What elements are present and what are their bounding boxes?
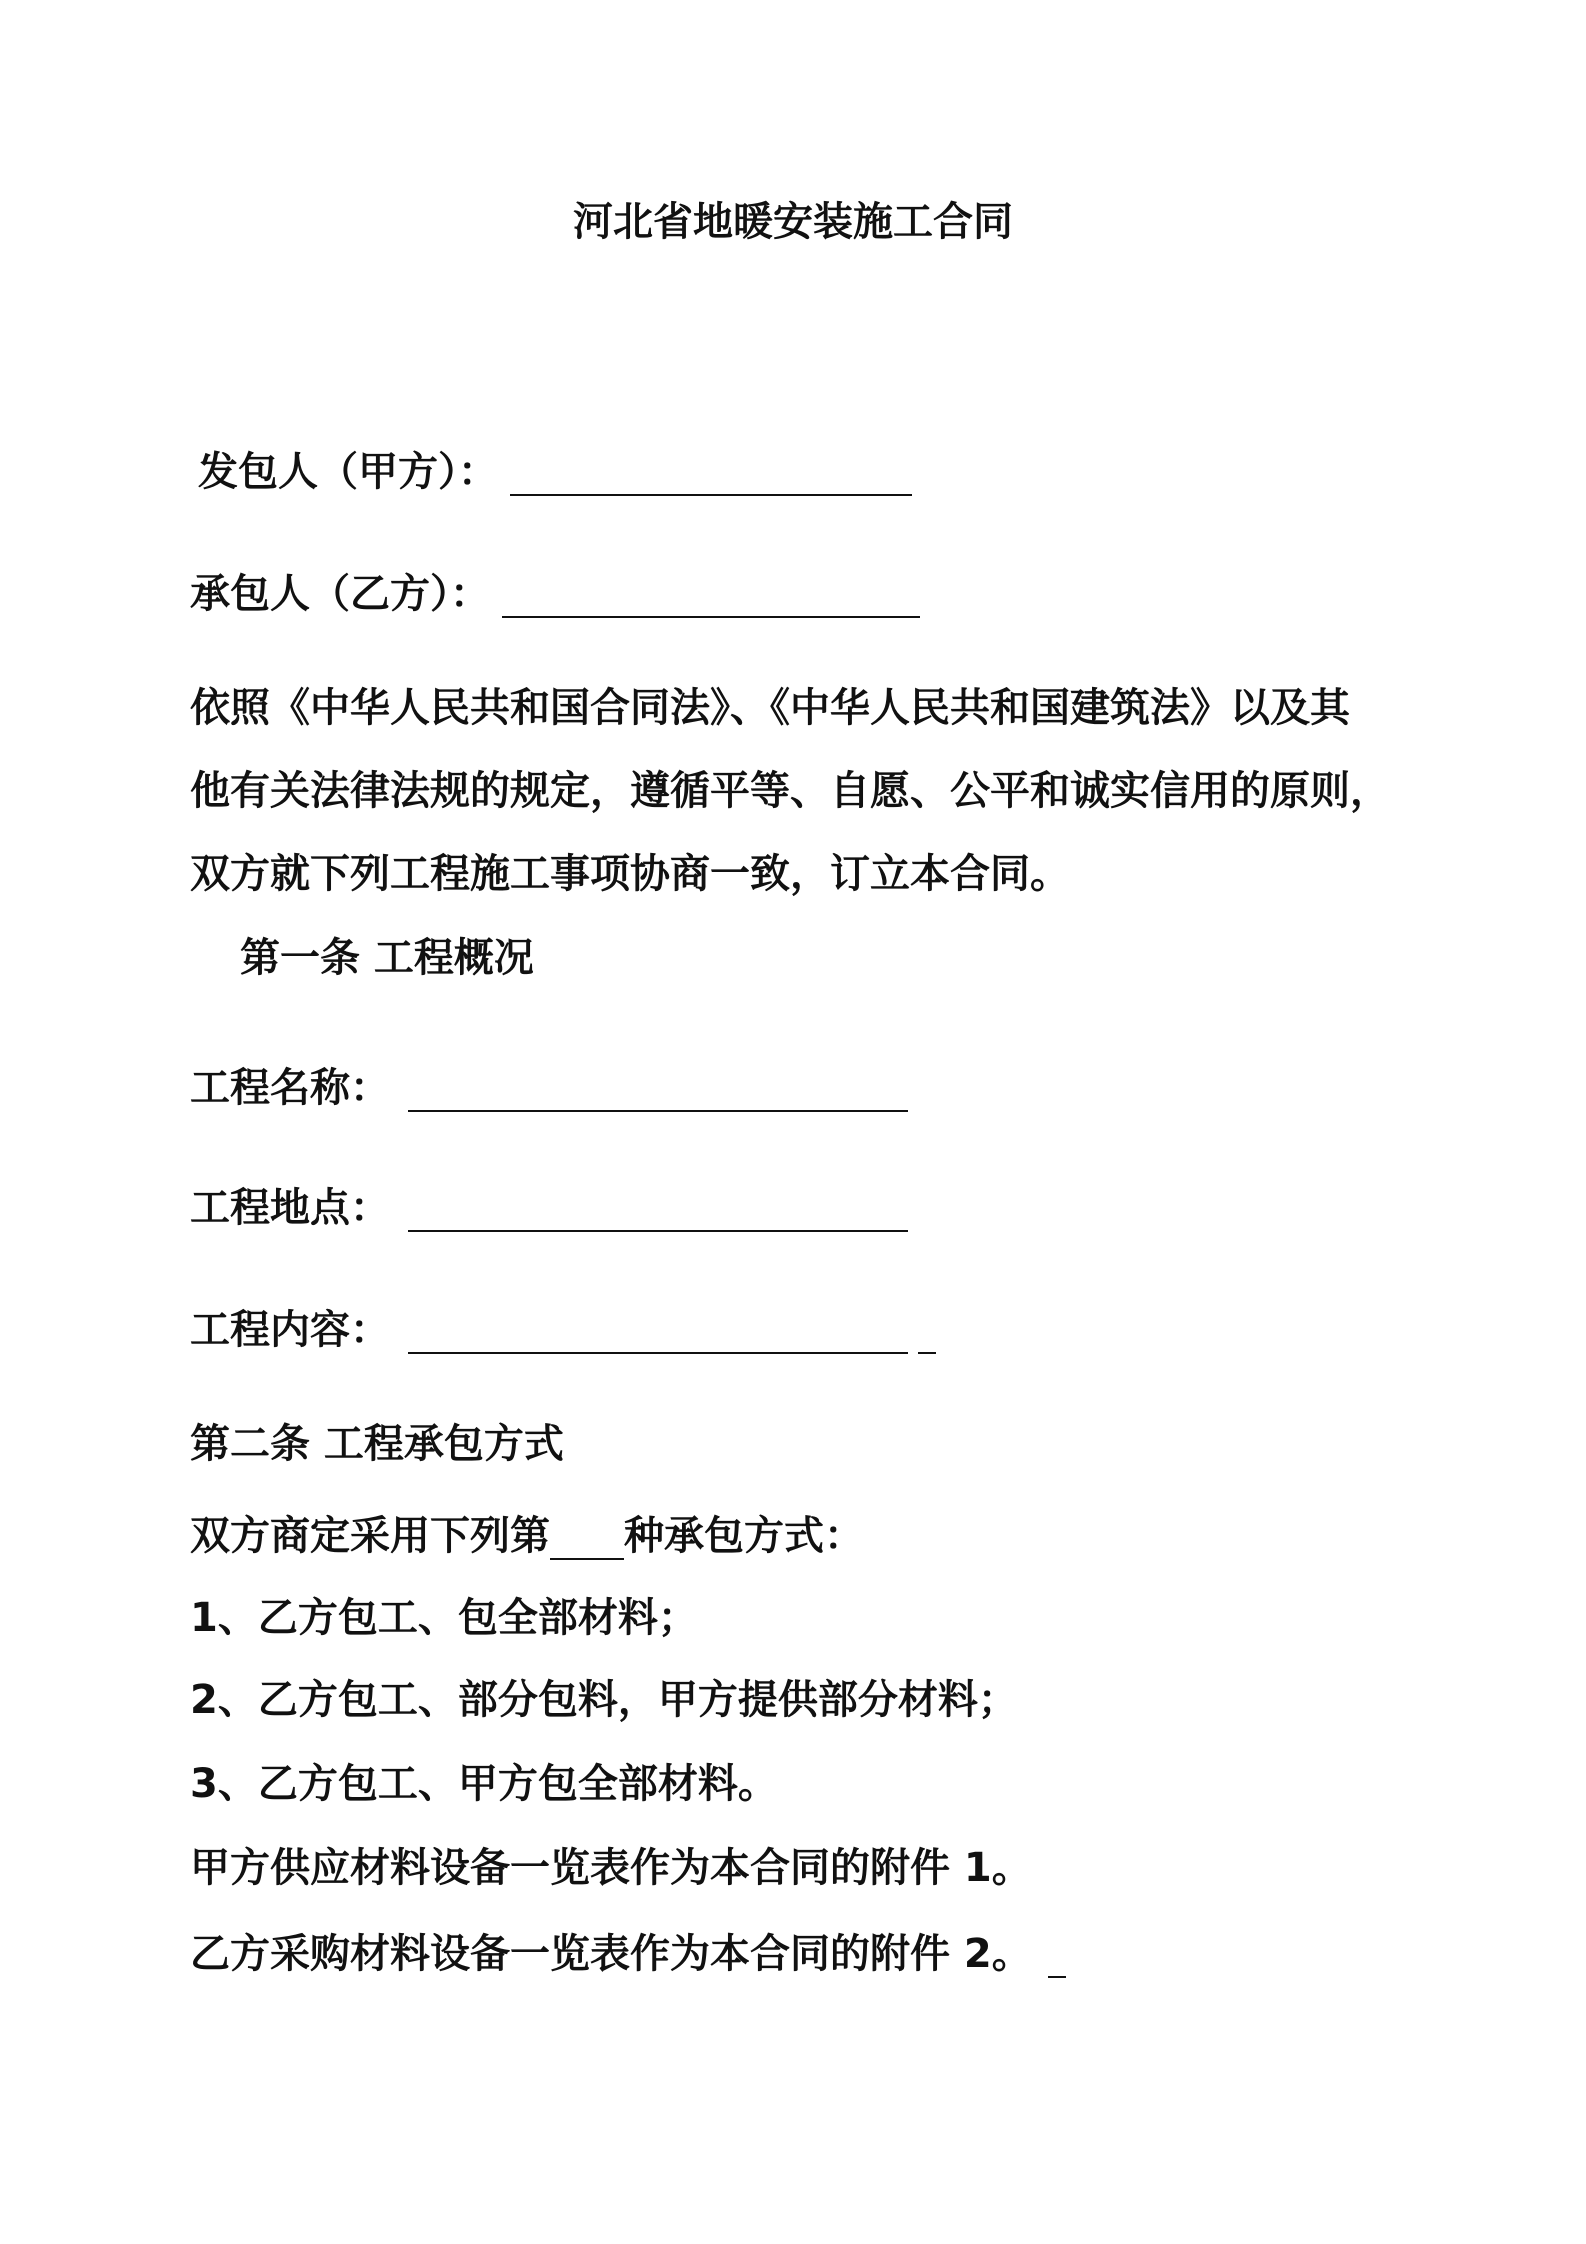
project-location-label: 工程地点：: [190, 1185, 390, 1231]
attachment-2-stub: [1048, 1936, 1066, 1978]
project-name-row: [190, 1064, 908, 1112]
party-b-row: [190, 570, 920, 618]
project-content-label: 工程内容：: [190, 1307, 390, 1353]
option-2: 2、乙方包工、部分包料，甲方提供部分材料；: [190, 1677, 1018, 1723]
party-b-label: 承包人（乙方）：: [190, 571, 490, 617]
party-a-label: 发包人（甲方）：: [198, 449, 498, 495]
article1-heading: 第一条 工程概况: [240, 935, 534, 981]
contract-mode-text-before: 双方商定采用下列第: [190, 1513, 550, 1559]
project-name-label: 工程名称：: [190, 1065, 390, 1111]
option-1: 1、乙方包工、包全部材料；: [190, 1595, 698, 1641]
project-name-blank[interactable]: [408, 1070, 908, 1112]
party-a-row: [198, 448, 912, 496]
option-3: 3、乙方包工、甲方包全部材料。: [190, 1761, 778, 1807]
article2-heading: 第二条 工程承包方式: [190, 1421, 564, 1467]
contract-mode-row: [190, 1512, 864, 1560]
preamble-line-1: 依照《中华人民共和国合同法》、《中华人民共和国建筑法》以及其: [190, 685, 1350, 731]
project-content-stub: [918, 1312, 936, 1354]
project-content-row: [190, 1306, 936, 1354]
contract-mode-blank[interactable]: [550, 1518, 624, 1560]
project-content-blank[interactable]: [408, 1312, 908, 1354]
attachment-2-row: [190, 1930, 1066, 1978]
contract-mode-text-after: 种承包方式：: [624, 1513, 864, 1559]
attachment-2: 乙方采购材料设备一览表作为本合同的附件 2。: [190, 1931, 1032, 1977]
party-a-blank[interactable]: [510, 454, 912, 496]
attachment-1: 甲方供应材料设备一览表作为本合同的附件 1。: [190, 1845, 1032, 1891]
preamble-line-2: 他有关法律法规的规定，遵循平等、自愿、公平和诚实信用的原则，: [190, 768, 1390, 814]
project-location-blank[interactable]: [408, 1190, 908, 1232]
document-title: 河北省地暖安装施工合同: [573, 199, 1013, 245]
preamble-line-3: 双方就下列工程施工事项协商一致，订立本合同。: [190, 851, 1070, 897]
party-b-blank[interactable]: [502, 576, 920, 618]
project-location-row: [190, 1184, 908, 1232]
